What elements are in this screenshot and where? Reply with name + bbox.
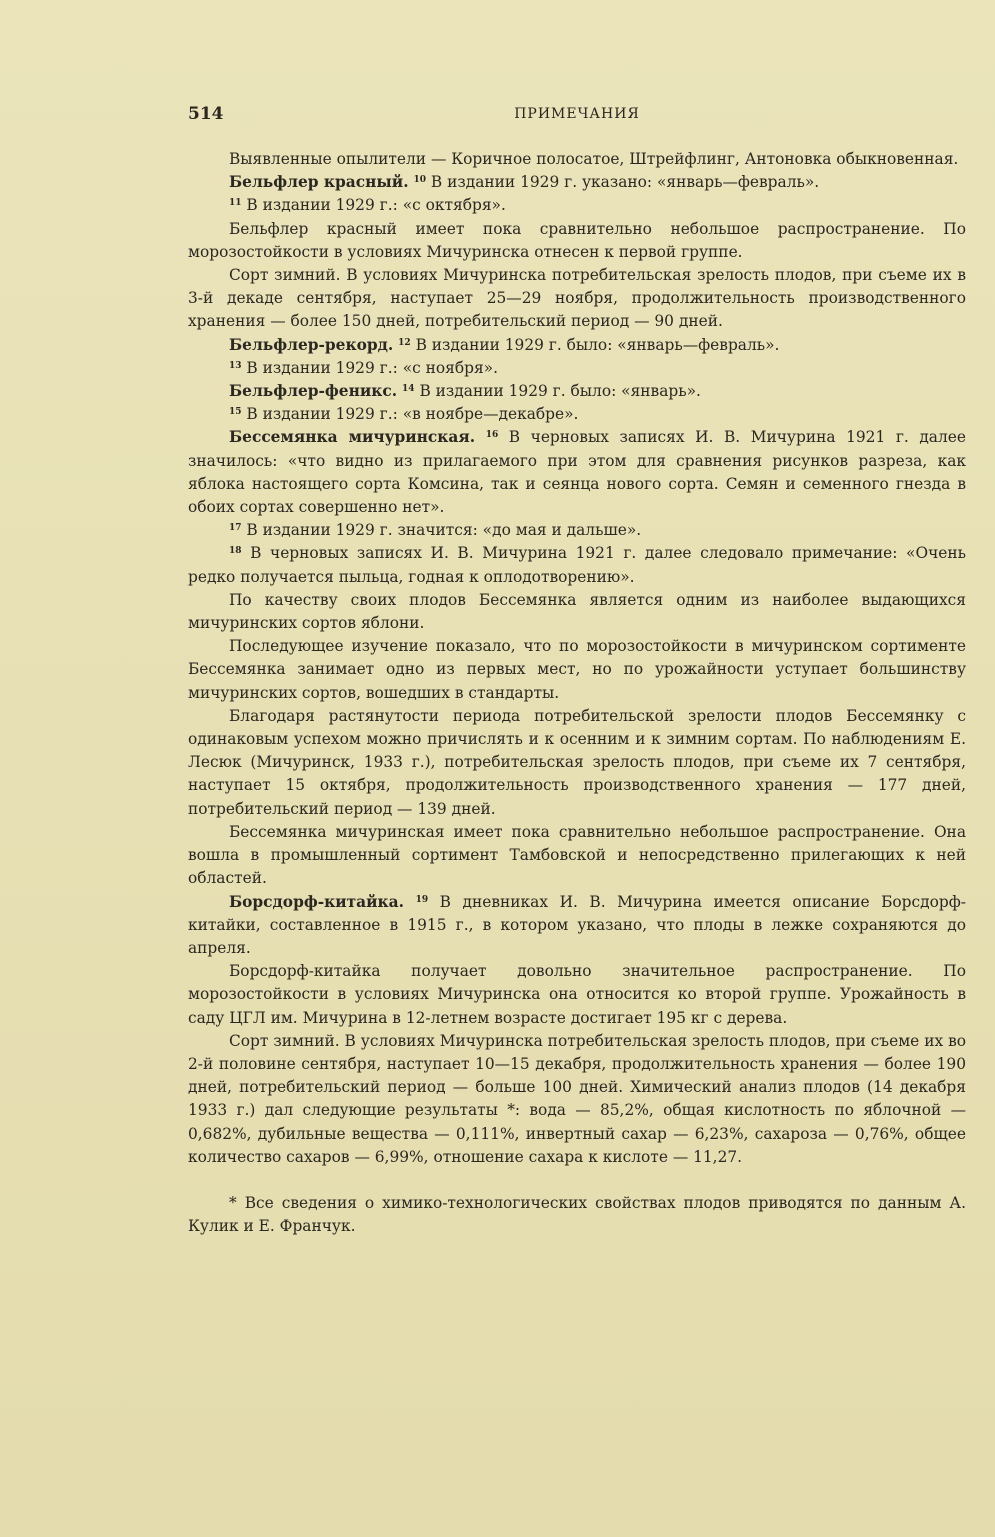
note-ref: 14 bbox=[402, 384, 415, 395]
variety-name: Бельфлер красный. bbox=[229, 173, 409, 192]
paragraph: Бессемянка мичуринская имеет пока сравнительно небольшое распространение. Она вошла в промышленный сортимент Тамбовской и непосредственно прилегающих к ней областей. bbox=[188, 822, 966, 888]
variety-name: Борсдорф-китайка. bbox=[229, 892, 405, 911]
paragraph: Выявленные опылители — Коричное полосатое, Штрейфлинг, Антоновка обыкновенная. bbox=[229, 150, 959, 168]
note-entry bbox=[188, 334, 966, 357]
note-text: В черновых записях И. В. Мичурина 1921 г. далее следовало примечание: «Очень редко получается пыльца, годная к оплодотворению». bbox=[188, 544, 966, 586]
page-header bbox=[188, 104, 966, 128]
paragraph: Сорт зимний. В условиях Мичуринска потребительская зрелость плодов, при съеме их в 3-й декаде сентября, наступает 25—29 ноября, продолжительность производственного хранения — более 150 дней, потребительский период — 90 дней. bbox=[188, 266, 966, 331]
note-entry bbox=[188, 171, 966, 194]
variety-name: Бельфлер-рекорд. bbox=[229, 335, 394, 354]
note-ref: 11 bbox=[229, 198, 242, 209]
running-title: ПРИМЕЧАНИЯ bbox=[514, 106, 640, 122]
note-entry bbox=[188, 403, 966, 426]
paragraph: По качеству своих плодов Бессемянка является одним из наиболее выдающихся мичуринских сортов яблони. bbox=[188, 590, 966, 633]
paragraph: Сорт зимний. В условиях Мичуринска потребительская зрелость плодов, при съеме их во 2-й половине сентября, наступает 10—15 декабря, продолжительность хранения — более 190 дней, потребительский период — больше 100 дней. Химический анализ плодов (14 декабря 1933 г.) дал следующие результаты *: вода — 85,2%, общая кислотность по яблочной — 0,682%, дубильные вещества — 0,111%, инвертный сахар — 6,23%, сахароза — 0,76%, общее количество сахаров — 6,99%, отношение сахара к кислоте — 11,27. bbox=[188, 1031, 966, 1166]
paragraph: Бельфлер красный имеет пока сравнительно небольшое распространение. По морозостойкости в условиях Мичуринска отнесен к первой группе. bbox=[188, 219, 966, 261]
note-text: В издании 1929 г. указано: «январь—февраль». bbox=[426, 173, 820, 192]
note-text: В издании 1929 г.: «с октября». bbox=[241, 196, 506, 215]
note-text: В черновых записях И. В. Мичурина 1921 г. далее значилось: «что видно из прилагаемого при этом для сравнения рисунков разреза, как яблока настоящего сорта Комсина, так и сеянца нового сорта. Семян и семенного гнезда в обоих сортах совершенно нет». bbox=[188, 428, 966, 517]
note-entry bbox=[188, 542, 966, 588]
note-entry bbox=[188, 426, 966, 519]
note-ref: 10 bbox=[413, 175, 427, 186]
paragraph: Благодаря растянутости периода потребительской зрелости плодов Бессемянку с одинаковым успехом можно причислять и к осенним и к зимним сортам. По наблюдениям Е. Лесюк (Мичуринск, 1933 г.), потребительская зрелость плодов, при съеме их 7 сентября, наступает 15 октября, продолжительность производственного хранения — 177 дней, потребительский период — 139 дней. bbox=[188, 706, 966, 818]
note-text: В издании 1929 г. значится: «до мая и дальше». bbox=[241, 521, 642, 540]
note-ref: 16 bbox=[485, 430, 499, 441]
note-ref: 15 bbox=[229, 407, 242, 418]
variety-name: Бельфлер-феникс. bbox=[229, 382, 398, 401]
note-text: В издании 1929 г. было: «январь». bbox=[414, 382, 701, 401]
page-number: 514 bbox=[188, 104, 224, 124]
note-text: В издании 1929 г.: «в ноябре—декабре». bbox=[241, 405, 579, 424]
note-entry bbox=[188, 357, 966, 380]
note-entry bbox=[188, 891, 966, 961]
note-ref: 17 bbox=[229, 523, 242, 534]
note-ref: 18 bbox=[229, 546, 242, 557]
note-ref: 12 bbox=[398, 337, 411, 348]
note-ref: 13 bbox=[229, 360, 242, 371]
body-text bbox=[188, 148, 966, 1238]
paragraph: Борсдорф-китайка получает довольно значительное распространение. По морозостойкости в условиях Мичуринска она относится ко второй группе. Урожайность в саду ЦГЛ им. Мичурина в 12-летнем возрасте достигает 195 кг с дерева. bbox=[188, 962, 966, 1027]
note-entry bbox=[188, 519, 966, 542]
note-entry bbox=[188, 380, 966, 403]
paragraph: Последующее изучение показало, что по морозостойкости в мичуринском сортименте Бессемянка занимает одно из первых мест, но по урожайности уступает большинству мичуринских сортов, вошедших в стандарты. bbox=[188, 637, 966, 702]
note-text: В дневниках И. В. Мичурина имеется описание Борсдорф-китайки, составленное в 1915 г., в котором указано, что плоды в лежке сохраняются до апреля. bbox=[188, 892, 966, 957]
footnote: * Все сведения о химико-технологических свойствах плодов приводятся по данным А. Кулик и Е. Франчук. bbox=[188, 1193, 966, 1236]
note-text: В издании 1929 г.: «с ноября». bbox=[241, 358, 498, 377]
note-entry bbox=[188, 194, 966, 217]
note-text: В издании 1929 г. было: «январь—февраль». bbox=[410, 335, 780, 354]
note-ref: 19 bbox=[415, 894, 429, 905]
variety-name: Бессемянка мичуринская. bbox=[229, 428, 476, 447]
